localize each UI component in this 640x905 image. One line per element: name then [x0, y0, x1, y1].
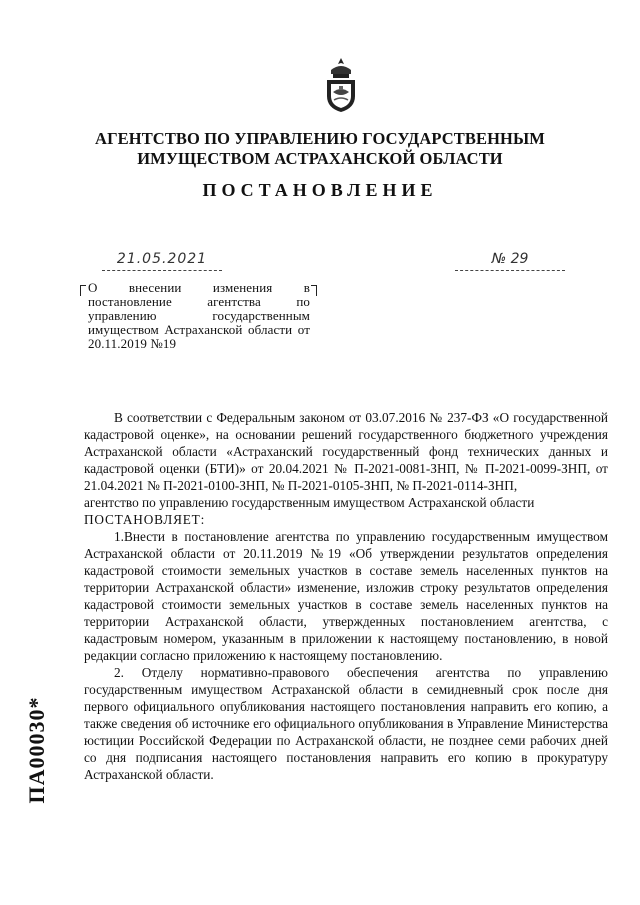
subject-bracket-left — [80, 285, 86, 296]
organization-title-line2: ИМУЩЕСТВОМ АСТРАХАНСКОЙ ОБЛАСТИ — [137, 149, 503, 168]
document-number: № 29 — [455, 248, 565, 271]
agency-line: агентство по управлению государственным имуществом Астраханской области — [84, 495, 535, 510]
intro-paragraph: В соответствии с Федеральным законом от 03.07.2016 № 237-ФЗ «О государственной кадастровой оценке», на основании решений государственного бюджетного учреждения Астраханской области «Астраханский государственный фонд технических данных и кадастровой оценки (БТИ)» от 20.04.2021 № П-2021-0081-ЗНП, № П-2021-0099-ЗНП, от 21.04.2021 № П-2021-0100-ЗНП, № П-2021-0105-ЗНП, № П-2021-0114-ЗНП, — [84, 410, 608, 493]
item-1-paragraph: 1.Внести в постановление агентства по управлению государственным имуществом Астраханской области от 20.11.2019 №19 «Об утверждении результатов определения кадастровой стоимости земельных участков в составе земель населенных пунктов на территории Астраханской области» изменение, изложив строку результатов определения кадастровой стоимости земельных участков в составе земель населенных пунктов на территории Астраханской области, утвержденных постановлением агентства, с кадастровым номером, указанным в приложении к настоящему постановлению, в новой редакции согласно приложению к настоящему постановлению. — [84, 529, 608, 663]
document-body — [84, 409, 608, 783]
document-date: 21.05.2021 — [102, 248, 222, 271]
item-2-paragraph: 2. Отделу нормативно-правового обеспечения агентства по управлению государственным имуществом Астраханской области в семидневный срок после дня первого официального опубликования настоящего постановления направить его копию, а также сведения об источнике его официального опубликования в Управление Министерства юстиции Российской Федерации по Астраханской области, не позднее семи рабочих дней со дня подписания настоящего постановления направить его копию в прокуратуру Астраханской области. — [84, 665, 608, 782]
registration-stamp — [22, 694, 52, 806]
document-subject: О внесении изменения в постановление агентства по управлению государственным имуществом Астраханской области от 20.11.2019 №19 — [88, 280, 310, 351]
registration-stamp-text: ПА00030* — [24, 696, 49, 804]
subject-bracket-right — [311, 285, 317, 296]
document-type: ПОСТАНОВЛЕНИЕ — [202, 180, 438, 200]
organization-title-line1: АГЕНТСТВО ПО УПРАВЛЕНИЮ ГОСУДАРСТВЕННЫМ — [95, 129, 545, 148]
organization-title — [60, 129, 580, 169]
coat-of-arms-icon — [321, 56, 361, 114]
decree-word: ПОСТАНОВЛЯЕТ: — [84, 512, 206, 527]
